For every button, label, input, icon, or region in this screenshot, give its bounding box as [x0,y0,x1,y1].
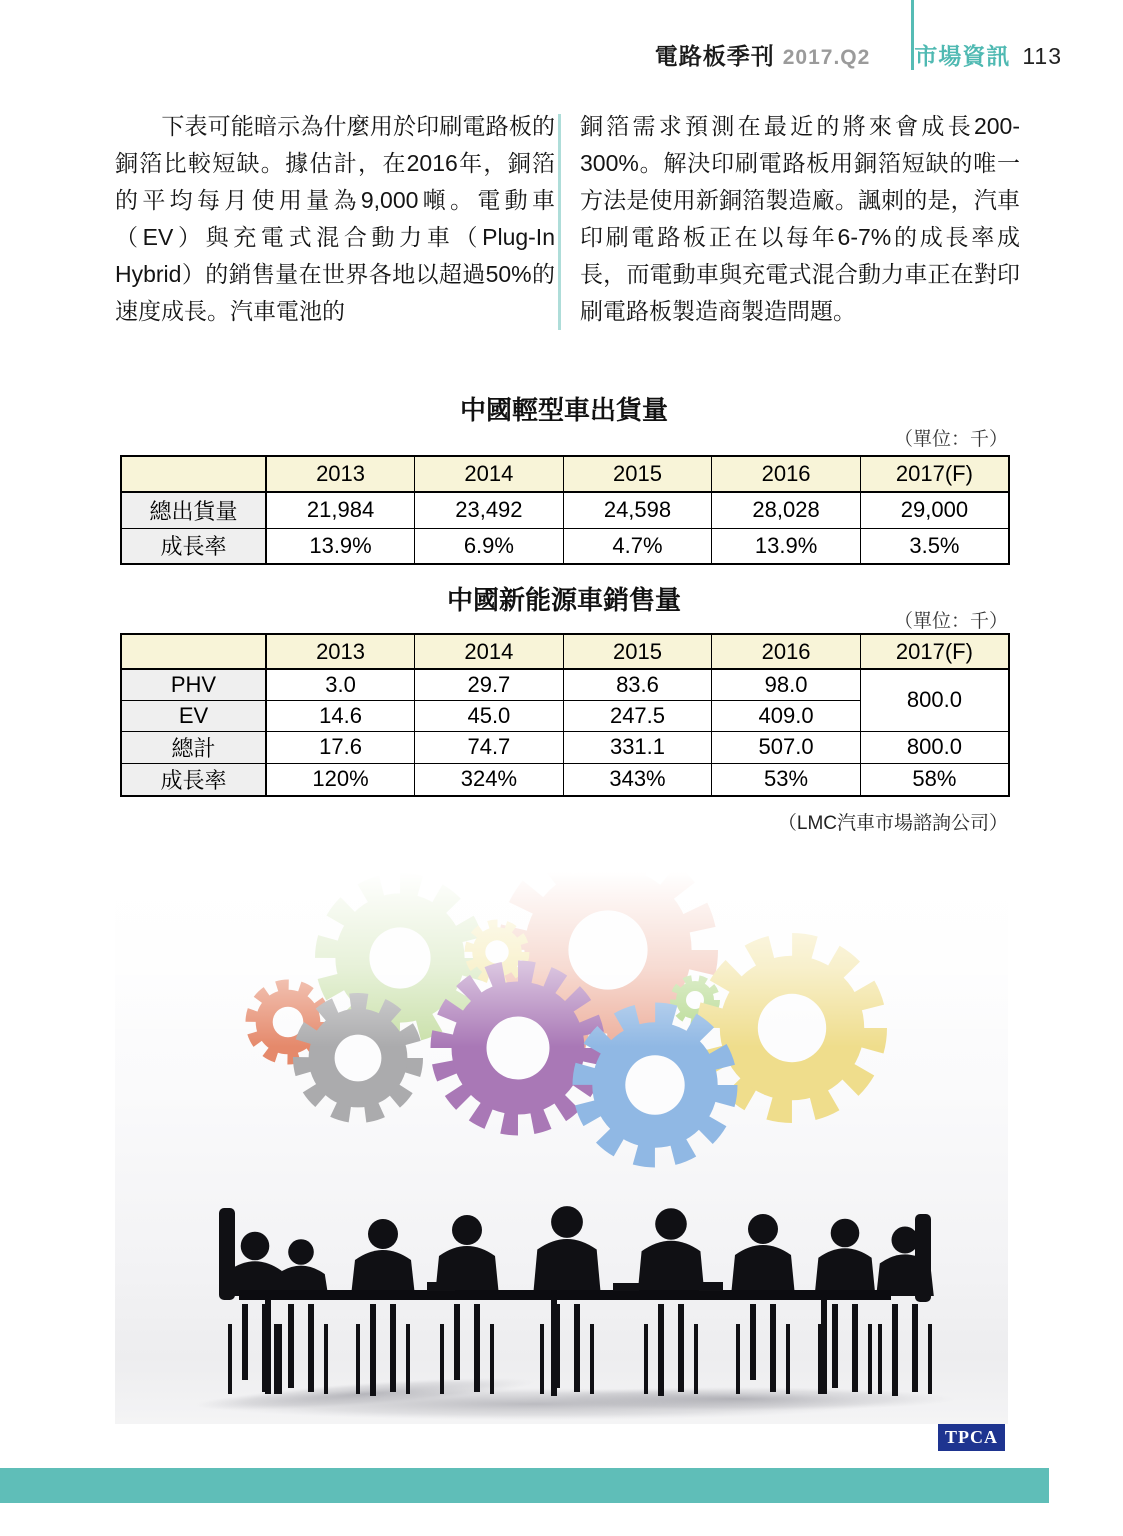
value-cell: 83.6 [563,669,712,700]
year-header-cell: 2013 [266,456,415,492]
value-cell: 247.5 [563,700,712,731]
row-label-cell: EV [121,700,266,731]
row-label-cell: 成長率 [121,528,266,564]
value-cell: 74.7 [415,731,564,763]
value-cell: 3.5% [860,528,1009,564]
table1-title: 中國輕型車出貨量 [459,395,668,425]
teamwork-illustration [115,872,1008,1424]
table-row [121,528,1009,564]
value-cell: 331.1 [563,731,712,763]
new-energy-vehicle-sales-table [120,633,1010,797]
source-note: （LMC汽車市場諮詢公司） [777,813,1008,834]
value-cell: 45.0 [415,700,564,731]
value-cell: 24,598 [563,492,712,528]
value-cell: 98.0 [712,669,861,700]
value-cell: 507.0 [712,731,861,763]
gears-and-meeting-silhouette-image [115,872,1008,1424]
gear-fade-overlay [115,872,1008,1047]
value-cell: 29,000 [860,492,1009,528]
value-cell: 6.9% [415,528,564,564]
value-cell: 53% [712,763,861,796]
article-column-left: 下表可能暗示為什麼用於印刷電路板的銅箔比較短缺。據估計，在2016年，銅箔的平均每月使用量為9,000噸。電動車（EV）與充電式混合動力車（Plug-In Hybrid）的銷售量在世界各地以超過50%的速度成長。汽車電池的 [115,113,555,324]
column-divider-line [558,114,561,330]
merged-forecast-cell: 800.0 [860,669,1009,731]
table-row [121,492,1009,528]
section-label: 市場資訊 [914,43,1011,69]
year-header-cell: 2014 [415,456,564,492]
value-cell: 23,492 [415,492,564,528]
table-row [121,763,1009,796]
page-header [655,38,1062,71]
journal-title: 電路板季刊 [654,43,775,69]
page-number: 113 [1022,43,1062,69]
year-header-cell: 2016 [712,456,861,492]
table-row [121,669,1009,700]
tpca-logo-text: TPCA [945,1427,998,1447]
table-header-row [121,634,1009,669]
year-header-cell: 2013 [266,634,415,669]
value-cell: 343% [563,763,712,796]
value-cell: 17.6 [266,731,415,763]
tpca-logo [938,1424,1005,1451]
value-cell: 4.7% [563,528,712,564]
table-corner-cell [121,634,266,669]
row-label-cell: 成長率 [121,763,266,796]
article-body [115,108,1020,330]
table1-unit-note: （單位：千） [893,429,1008,450]
table-row [121,731,1009,763]
year-header-cell: 2014 [415,634,564,669]
value-cell: 120% [266,763,415,796]
issue-label: 2017.Q2 [782,46,871,69]
value-cell: 800.0 [860,731,1009,763]
table2-unit-note: （單位：千） [893,611,1008,632]
row-label-cell: 總計 [121,731,266,763]
row-label-cell: 總出貨量 [121,492,266,528]
table2-title: 中國新能源車銷售量 [446,585,681,615]
value-cell: 14.6 [266,700,415,731]
value-cell: 28,028 [712,492,861,528]
year-header-cell: 2016 [712,634,861,669]
value-cell: 13.9% [266,528,415,564]
year-header-cell: 2015 [563,456,712,492]
value-cell: 21,984 [266,492,415,528]
value-cell: 29.7 [415,669,564,700]
value-cell: 3.0 [266,669,415,700]
article-column-right: 銅箔需求預測在最近的將來會成長200-300%。解決印刷電路板用銅箔短缺的唯一方法是使用新銅箔製造廠。諷刺的是，汽車印刷電路板正在以每年6-7%的成長率成長，而電動車與充電式混合動力車正在對印刷電路板製造商製造問題。 [580,113,1020,324]
year-header-cell: 2015 [563,634,712,669]
light-vehicle-shipments-table [120,455,1010,565]
value-cell: 58% [860,763,1009,796]
table-header-row [121,456,1009,492]
year-header-cell: 2017(F) [860,456,1009,492]
value-cell: 324% [415,763,564,796]
value-cell: 13.9% [712,528,861,564]
value-cell: 409.0 [712,700,861,731]
table-corner-cell [121,456,266,492]
row-label-cell: PHV [121,669,266,700]
bottom-accent-bar [0,1468,1049,1503]
year-header-cell: 2017(F) [860,634,1009,669]
meeting-silhouette [195,1206,955,1420]
